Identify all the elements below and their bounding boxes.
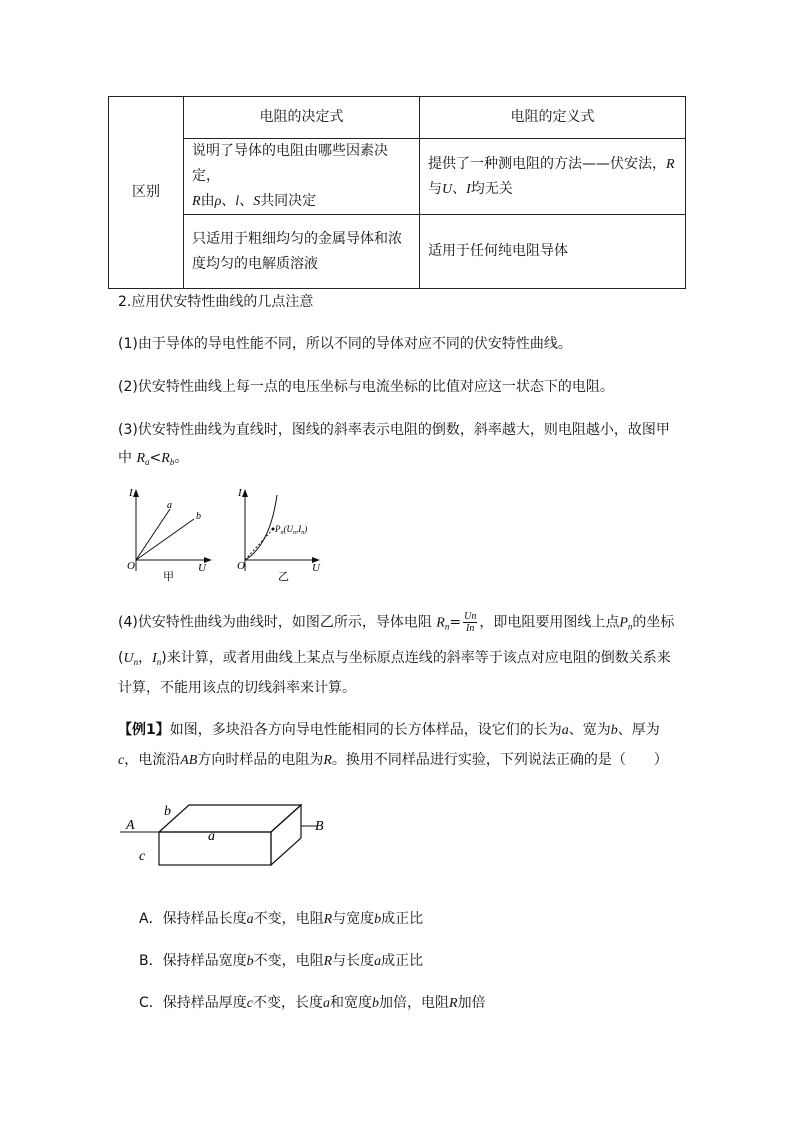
example-line2: c，电流沿AB方向时样品的电阻为R。换用不同样品进行实验，下列说法正确的是（ ） xyxy=(118,752,668,768)
option-a[interactable]: A．保持样品长度a不变，电阻R与宽度b成正比 xyxy=(139,911,424,927)
cell-definition-2: 适用于任何纯电阻导体 xyxy=(420,215,686,289)
graph-yi xyxy=(232,485,342,585)
label-a: a xyxy=(208,829,215,844)
cell-definition-1: 提供了一种测电阻的方法——伏安法，R 与U、I均无关 xyxy=(420,139,686,215)
cell-determining-2: 只适用于粗细均匀的金属导体和浓 度均匀的电解质溶液 xyxy=(184,215,420,289)
example-tag: 【例1】 xyxy=(118,722,170,738)
y-axis-arrow-icon xyxy=(242,489,248,497)
col2-header: 电阻的定义式 xyxy=(420,97,686,139)
iv-curve xyxy=(245,495,277,560)
chord-line xyxy=(245,529,273,560)
paragraph-1: (1)由于导体的导电性能不同，所以不同的导体对应不同的伏安特性曲线。 xyxy=(118,336,572,352)
paragraph-2: (2)伏安特性曲线上每一点的电压坐标与电流坐标的比值对应这一状态下的电阻。 xyxy=(118,379,614,395)
paragraph-3-line1: (3)伏安特性曲线为直线时，图线的斜率表示电阻的倒数，斜率越大，则电阻越小，故图甲 xyxy=(118,422,670,438)
x-axis-label: U xyxy=(198,562,206,574)
option-b[interactable]: B．保持样品宽度b不变，电阻R与长度a成正比 xyxy=(139,953,424,969)
paragraph-4-line2: ($U_n$，$I_n$)来计算，或者用曲线上某点与坐标原点连线的斜率等于该点对应电阻的倒数关系来 xyxy=(118,650,671,667)
origin-label: O xyxy=(237,560,245,572)
col1-header: 电阻的决定式 xyxy=(184,97,420,139)
line-b-label: b xyxy=(196,511,201,522)
row-label: 区别 xyxy=(109,97,184,289)
graph-caption: 乙 xyxy=(278,571,289,583)
x-axis-label: U xyxy=(312,562,320,574)
label-B: B xyxy=(315,819,324,834)
resistance-fraction: $\frac{Un}{In}$ xyxy=(464,611,477,634)
label-c: c xyxy=(139,849,146,864)
line-a-label: a xyxy=(167,500,172,511)
origin-label: O xyxy=(127,560,135,572)
graph-caption: 甲 xyxy=(163,571,174,583)
block-top-face xyxy=(159,805,301,832)
paragraph-4-line1: (4)伏安特性曲线为曲线时，如图乙所示，导体电阻 $R_n=$ $\frac{Un}{In}$ ，即电阻要用图线上点$P_n$的坐标 xyxy=(118,611,675,634)
label-b: b xyxy=(164,804,171,819)
graph-jia xyxy=(120,485,220,585)
label-A: A xyxy=(126,818,135,833)
block-front-face xyxy=(159,832,271,865)
y-axis-arrow-icon xyxy=(133,489,139,497)
cell-determining-1: 说明了导体的电阻由哪些因素决定， R由ρ、l、S共同决定 xyxy=(184,139,420,215)
y-axis-label: I xyxy=(238,487,242,499)
example-line1: 【例1】如图，多块沿各方向导电性能相同的长方体样品，设它们的长为a、宽为b、厚为 xyxy=(118,722,660,738)
comparison-table xyxy=(108,96,686,289)
line-b xyxy=(136,519,194,560)
sample-block-figure xyxy=(120,798,340,873)
section-heading: 2.应用伏安特性曲线的几点注意 xyxy=(118,294,314,310)
paragraph-4-line3: 计算，不能用该点的切线斜率来计算。 xyxy=(118,680,356,696)
point-label: $P_n(U_n,I_n)$ xyxy=(275,524,308,536)
y-axis-label: I xyxy=(129,487,133,499)
option-c[interactable]: C．保持样品厚度c不变，长度a和宽度b加倍，电阻R加倍 xyxy=(139,995,486,1011)
block-side-face xyxy=(271,805,301,865)
paragraph-3-line2: 中 $R_a<R_b$。 xyxy=(118,450,189,467)
line-a xyxy=(136,509,170,560)
